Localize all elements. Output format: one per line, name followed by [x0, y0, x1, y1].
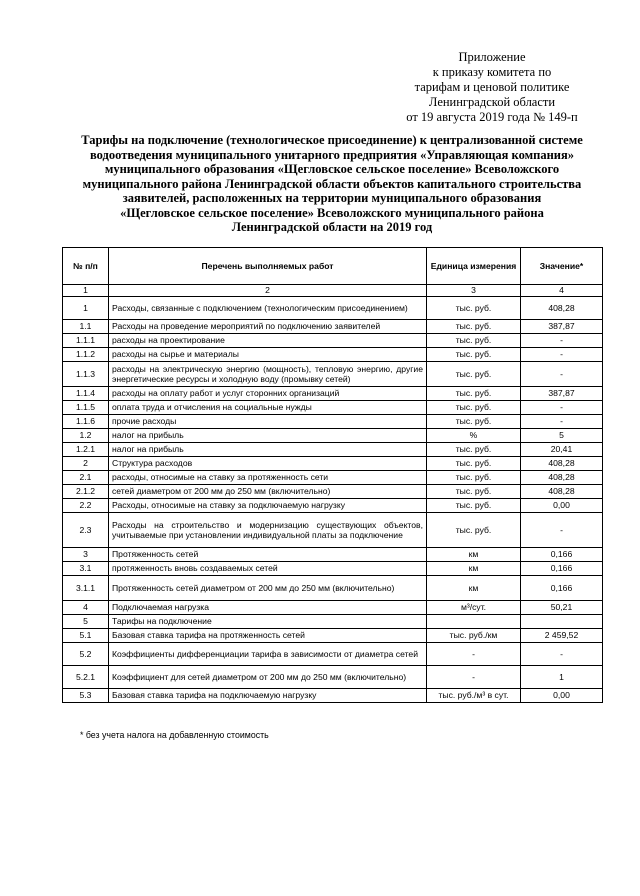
- row-unit: тыс. руб./км: [427, 629, 521, 643]
- row-work-description: налог на прибыль: [109, 429, 427, 443]
- row-value: [521, 615, 603, 629]
- appendix-line: от 19 августа 2019 года № 149-п: [406, 110, 578, 124]
- table-row: [63, 643, 603, 666]
- row-work-description: расходы на проектирование: [109, 334, 427, 348]
- row-number: 3: [63, 548, 109, 562]
- row-unit: км: [427, 562, 521, 576]
- row-value: 0,166: [521, 562, 603, 576]
- document-title: [74, 133, 590, 235]
- column-number: 4: [521, 285, 603, 297]
- row-unit: км: [427, 576, 521, 601]
- row-unit: -: [427, 666, 521, 689]
- row-number: 2.2: [63, 499, 109, 513]
- row-unit: тыс. руб.: [427, 513, 521, 548]
- row-number: 1.1.5: [63, 401, 109, 415]
- row-number: 2: [63, 457, 109, 471]
- row-work-description: Подключаемая нагрузка: [109, 601, 427, 615]
- table-row: [63, 601, 603, 615]
- row-number: 2.1.2: [63, 485, 109, 499]
- table-row: [63, 429, 603, 443]
- table-row: [63, 513, 603, 548]
- title-line: водоотведения муниципального унитарного предприятия «Управляющая компания»: [90, 147, 574, 162]
- row-value: -: [521, 348, 603, 362]
- row-unit: тыс. руб.: [427, 401, 521, 415]
- row-work-description: сетей диаметром от 200 мм до 250 мм (включительно): [109, 485, 427, 499]
- row-value: 0,166: [521, 576, 603, 601]
- header-num: № п/п: [63, 248, 109, 285]
- row-value: 408,28: [521, 457, 603, 471]
- row-unit: тыс. руб.: [427, 362, 521, 387]
- row-unit: тыс. руб.: [427, 297, 521, 320]
- row-work-description: расходы на сырье и материалы: [109, 348, 427, 362]
- tariff-table: [62, 247, 603, 703]
- row-number: 1.1: [63, 320, 109, 334]
- row-value: 387,87: [521, 387, 603, 401]
- row-work-description: прочие расходы: [109, 415, 427, 429]
- row-value: 0,00: [521, 689, 603, 703]
- table-row: [63, 387, 603, 401]
- table-row: [63, 457, 603, 471]
- row-unit: -: [427, 643, 521, 666]
- title-line: муниципального района Ленинградской области объектов капитального строительства: [82, 176, 582, 191]
- table-row: [63, 548, 603, 562]
- row-value: 0,00: [521, 499, 603, 513]
- row-unit: тыс. руб.: [427, 457, 521, 471]
- row-work-description: Коэффициент для сетей диаметром от 200 мм до 250 мм (включительно): [109, 666, 427, 689]
- row-work-description: Расходы на проведение мероприятий по подключению заявителей: [109, 320, 427, 334]
- table-row: [63, 320, 603, 334]
- row-value: 50,21: [521, 601, 603, 615]
- row-work-description: расходы на электрическую энергию (мощность), тепловую энергию, другие энергетические ресурсы и холодную воду (промывку сетей): [109, 362, 427, 387]
- row-unit: тыс. руб.: [427, 320, 521, 334]
- header-value: Значение*: [521, 248, 603, 285]
- title-line: «Щегловское сельское поселение» Всеволожского муниципального района: [120, 205, 544, 220]
- row-unit: тыс. руб.: [427, 415, 521, 429]
- table-row: [63, 576, 603, 601]
- table-row: [63, 562, 603, 576]
- table-row: [63, 401, 603, 415]
- footnote: * без учета налога на добавленную стоимость: [80, 730, 269, 740]
- row-work-description: Базовая ставка тарифа на подключаемую нагрузку: [109, 689, 427, 703]
- column-number-row: [63, 285, 603, 297]
- column-number: 3: [427, 285, 521, 297]
- column-number: 2: [109, 285, 427, 297]
- table-row: [63, 485, 603, 499]
- row-work-description: Структура расходов: [109, 457, 427, 471]
- row-number: 1.1.4: [63, 387, 109, 401]
- row-unit: км: [427, 548, 521, 562]
- row-unit: м³/сут.: [427, 601, 521, 615]
- table-header-row: [63, 248, 603, 285]
- row-unit: тыс. руб.: [427, 334, 521, 348]
- row-value: -: [521, 513, 603, 548]
- row-value: 20,41: [521, 443, 603, 457]
- appendix-block: [392, 50, 592, 125]
- row-value: -: [521, 643, 603, 666]
- row-work-description: расходы, относимые на ставку за протяженность сети: [109, 471, 427, 485]
- table-row: [63, 615, 603, 629]
- row-number: 5: [63, 615, 109, 629]
- row-number: 2.3: [63, 513, 109, 548]
- table-row: [63, 297, 603, 320]
- row-number: 4: [63, 601, 109, 615]
- row-value: -: [521, 362, 603, 387]
- row-work-description: Базовая ставка тарифа на протяженность сетей: [109, 629, 427, 643]
- row-number: 1.1.6: [63, 415, 109, 429]
- row-work-description: Коэффициенты дифференциации тарифа в зависимости от диаметра сетей: [109, 643, 427, 666]
- row-unit: тыс. руб.: [427, 471, 521, 485]
- row-work-description: Протяженность сетей: [109, 548, 427, 562]
- title-line: заявителей, расположенных на территории муниципального образования: [122, 191, 542, 205]
- title-line: Ленинградской области на 2019 год: [231, 220, 433, 234]
- row-work-description: Тарифы на подключение: [109, 615, 427, 629]
- title-line: муниципального образования «Щегловское сельское поселение» Всеволожского: [104, 162, 560, 176]
- row-unit: %: [427, 429, 521, 443]
- row-unit: тыс. руб./м³ в сут.: [427, 689, 521, 703]
- appendix-line: к приказу комитета по: [432, 65, 552, 79]
- row-work-description: налог на прибыль: [109, 443, 427, 457]
- row-value: 408,28: [521, 485, 603, 499]
- row-work-description: протяженность вновь создаваемых сетей: [109, 562, 427, 576]
- row-number: 2.1: [63, 471, 109, 485]
- row-value: -: [521, 415, 603, 429]
- table-row: [63, 415, 603, 429]
- row-work-description: расходы на оплату работ и услуг сторонних организаций: [109, 387, 427, 401]
- row-number: 1.1.1: [63, 334, 109, 348]
- row-work-description: Расходы, связанные с подключением (технологическим присоединением): [109, 297, 427, 320]
- row-work-description: Расходы на строительство и модернизацию существующих объектов, учитываемые при установлении индивидуальной платы за подключение: [109, 513, 427, 548]
- row-number: 5.2: [63, 643, 109, 666]
- row-number: 5.2.1: [63, 666, 109, 689]
- row-value: -: [521, 401, 603, 415]
- header-unit: Единица измерения: [427, 248, 521, 285]
- header-work: Перечень выполняемых работ: [109, 248, 427, 285]
- row-number: 1.1.3: [63, 362, 109, 387]
- appendix-line: тарифам и ценовой политике: [414, 80, 570, 94]
- row-unit: тыс. руб.: [427, 499, 521, 513]
- row-number: 1.2: [63, 429, 109, 443]
- row-number: 5.1: [63, 629, 109, 643]
- row-number: 1: [63, 297, 109, 320]
- table-row: [63, 629, 603, 643]
- row-value: 387,87: [521, 320, 603, 334]
- row-value: 2 459,52: [521, 629, 603, 643]
- row-unit: тыс. руб.: [427, 443, 521, 457]
- row-number: 1.1.2: [63, 348, 109, 362]
- row-unit: тыс. руб.: [427, 387, 521, 401]
- table-row: [63, 334, 603, 348]
- row-number: 3.1.1: [63, 576, 109, 601]
- row-unit: тыс. руб.: [427, 348, 521, 362]
- row-number: 5.3: [63, 689, 109, 703]
- column-number: 1: [63, 285, 109, 297]
- table-row: [63, 499, 603, 513]
- row-value: 408,28: [521, 297, 603, 320]
- row-work-description: Расходы, относимые на ставку за подключаемую нагрузку: [109, 499, 427, 513]
- row-unit: тыс. руб.: [427, 485, 521, 499]
- table-row: [63, 348, 603, 362]
- row-value: 5: [521, 429, 603, 443]
- table-row: [63, 666, 603, 689]
- table-row: [63, 471, 603, 485]
- appendix-line: Ленинградской области: [428, 95, 556, 109]
- row-value: 408,28: [521, 471, 603, 485]
- row-work-description: Протяженность сетей диаметром от 200 мм до 250 мм (включительно): [109, 576, 427, 601]
- table-row: [63, 443, 603, 457]
- row-value: 1: [521, 666, 603, 689]
- row-unit: [427, 615, 521, 629]
- row-number: 1.2.1: [63, 443, 109, 457]
- row-value: -: [521, 334, 603, 348]
- table-row: [63, 689, 603, 703]
- table-row: [63, 362, 603, 387]
- appendix-line: Приложение: [458, 50, 526, 64]
- title-line: Тарифы на подключение (технологическое присоединение) к централизованной системе: [81, 133, 583, 147]
- row-work-description: оплата труда и отчисления на социальные нужды: [109, 401, 427, 415]
- row-value: 0,166: [521, 548, 603, 562]
- row-number: 3.1: [63, 562, 109, 576]
